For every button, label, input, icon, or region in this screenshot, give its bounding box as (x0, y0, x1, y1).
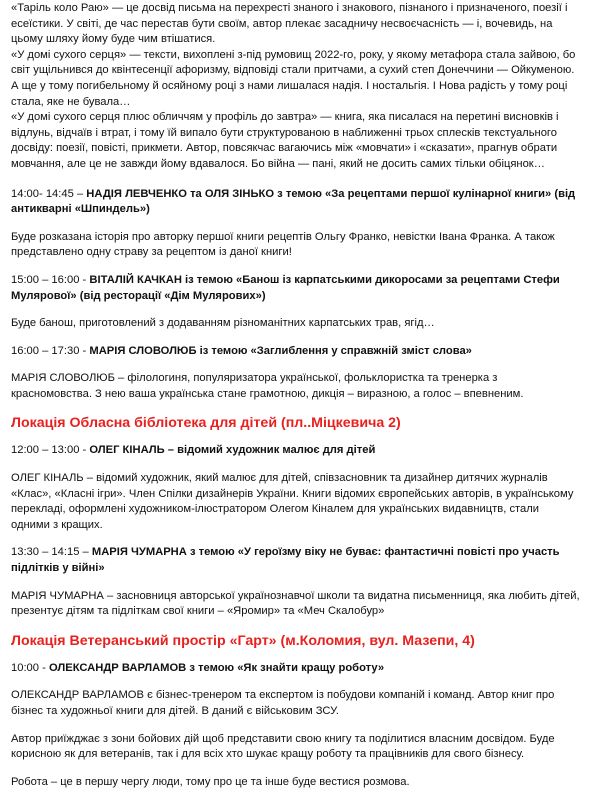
session-title: НАДІЯ ЛЕВЧЕНКО та ОЛЯ ЗІНЬКО з темою «За рецептами першої кулінарної книги» (від антикварні «Шпиндель») (11, 187, 576, 216)
intro-paragraph: «У домі сухого серця» — тексти, вихоплені з-під румовищ 2022-го, року, у якому метафора стала зайвою, бо світ ущільнився до квінтесенції афоризму, відповіді стали притчами, а сухий степ Донеччини — Ойкуменою. А ще у тому погибельному й осяйному році з нами лишалася надія. І ностальгія. І Нова радість у тому році стала, яке не бувала… (11, 48, 576, 108)
session-time: 16:00 – 17:30 - (11, 344, 90, 357)
session-description: ОЛЕГ КІНАЛЬ – відомий художник, який малює для дітей, співзасновник та дизайнер дитячих журналів «Клас», «Класні ігри». Член Спілки дизайнерів України. Книги відомих європейських авторів, в українському перекладі, оформлені художником-ілюстратором Олегом Кіналем для українських видавництв, стали одними з кращих. (11, 472, 574, 531)
intro-paragraph: «У домі сухого серця плюс обличчям у профіль до завтра» — книга, яка писалася на перетині висновків і відлунь, відчаїв і втрат, і тому їй випало бути структурованою в наближенні трьох сплесків текстуального досвіду: поезії, повісті, прикмети. Автор, повсякчас вагаючись між «мовчати» і «сказати», прагнув обрати мовчання, але це не завжди йому вдавалося. Бо війна — пані, який не досить самих тільки обіцянок… (11, 111, 559, 170)
session-heading (11, 187, 580, 218)
intro-paragraph: «Таріль коло Раю» — це досвід письма на перехресті знаного і знакового, пізнаного і призначеного, поезії і есеїстики. У світі, де час перестав бути своїм, автор плекає засадничу несвоєчасність — і, вочевидь, на цьому шляху йому буде чим втішатися. (11, 2, 568, 46)
session-time: 15:00 – 16:00 - (11, 273, 90, 286)
session-time: 13:30 – 14:15 – (11, 546, 92, 559)
session-title: МАРІЯ СЛОВОЛЮБ із темою «Заглиблення у справжній зміст слова» (89, 344, 472, 357)
session-description: МАРІЯ СЛОВОЛЮБ – філологиня, популяризатора української, фольклористка та тренерка з красномовства. З нею ваша українська стане грамотною, дикція – виразною, а голос – впевненим. (11, 372, 524, 400)
session-heading (11, 273, 580, 304)
location-heading: Локація Ветеранський простір «Гарт» (м.Коломия, вул. Мазепи, 4) (11, 632, 475, 649)
session-title: ОЛЕКСАНДР ВАРЛАМОВ з темою «Як знайти кращу роботу» (48, 661, 385, 674)
intro-section (11, 1, 580, 173)
session-title: ВІТАЛІЙ КАЧКАН із темою «Банош із карпатськими дикоросами за рецептами Стефи Мулярової» (від ресторації «Дім Мулярових») (11, 273, 560, 302)
session-time: 14:00- 14:45 – (11, 187, 87, 200)
session-heading (11, 661, 580, 677)
session-title: МАРІЯ ЧУМАРНА з темою «У героїзму віку не буває: фантастичні повісті про участь підлітків у війні» (11, 546, 560, 575)
session-description: МАРІЯ ЧУМАРНА – засновниця авторської українознавчої школи та видатна письменниця, яка любить дітей, презентує дітям та підліткам свої книги – «Яромир» та «Меч Скалобур» (11, 589, 580, 618)
session-title: ОЛЕГ КІНАЛЬ – відомий художник малює для дітей (89, 444, 376, 457)
session-heading (11, 443, 580, 459)
session-heading (11, 344, 580, 360)
session-time: 10:00 - (11, 661, 49, 674)
session-description: Буде банош, приготовлений з додаванням різноманітних карпатських трав, ягід… (11, 317, 435, 330)
location-heading: Локація Обласна бібліотека для дітей (пл..Міцкевича 2) (11, 415, 401, 432)
session-description: ОЛЕКСАНДР ВАРЛАМОВ є бізнес-тренером та експертом із побудови компаній і команд. Автор книг про бізнес та художньої книги для дітей. В даний є військовим ЗСУ. (11, 689, 555, 717)
session-description: Автор приїжджає з зони бойових дій щоб представити свою книгу та поділитися власним досвідом. Буде корисною як для ветеранів, так і для всіх хто шукає кращу роботу та працівників для свого бізнесу. (11, 732, 555, 761)
session-heading (11, 545, 580, 576)
session-description: Буде розказана історія про авторку першої книги рецептів Ольгу Франко, невістки Івана Франка. А також представлено одну страву за рецептом із даної книги! (11, 230, 555, 259)
session-description: Робота – це в першу чергу люди, тому про це та інше буде вестися розмова. (11, 775, 410, 788)
session-time: 12:00 – 13:00 - (11, 444, 90, 457)
